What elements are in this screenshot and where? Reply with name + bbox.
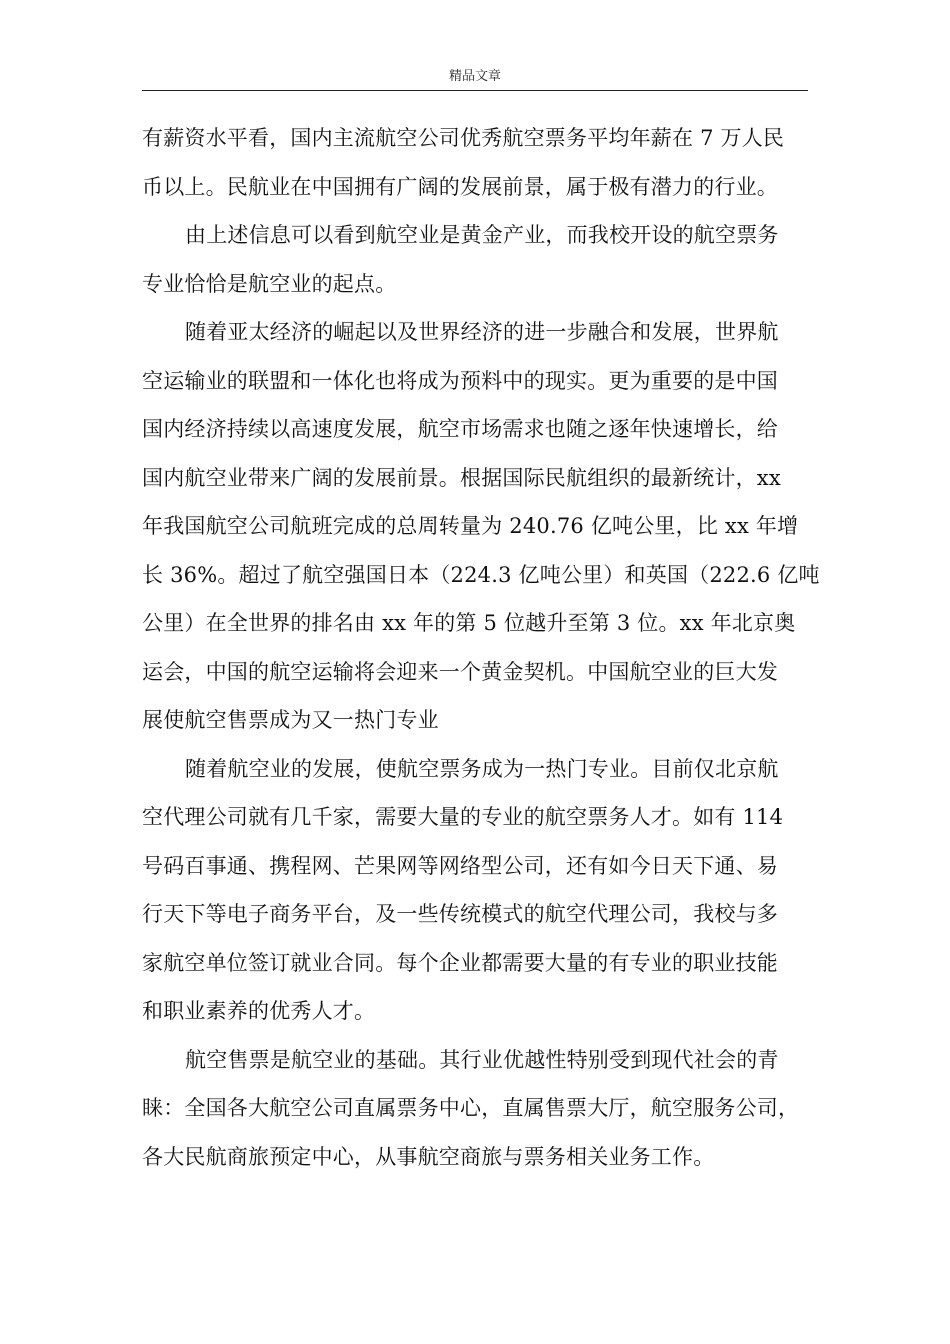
text-line: 号码百事通、携程网、芒果网等网络型公司，还有如今日天下通、易 bbox=[142, 853, 778, 878]
paragraph-2 bbox=[142, 211, 810, 308]
text-line: 运会，中国的航空运输将会迎来一个黄金契机。中国航空业的巨大发 bbox=[142, 659, 778, 684]
text-line: 航空售票是航空业的基础。其行业优越性特别受到现代社会的青 bbox=[185, 1047, 779, 1072]
paragraph-3 bbox=[142, 308, 820, 745]
text-line: 睐：全国各大航空公司直属票务中心，直属售票大厅，航空服务公司， bbox=[142, 1096, 800, 1120]
text-line: 币以上。民航业在中国拥有广阔的发展前景，属于极有潜力的行业。 bbox=[142, 174, 778, 199]
paragraph-1 bbox=[142, 114, 810, 211]
text-line: 专业恰恰是航空业的起点。 bbox=[142, 271, 397, 296]
text-line: 行天下等电子商务平台，及一些传统模式的航空代理公司，我校与多 bbox=[142, 902, 778, 926]
text-line: 随着亚太经济的崛起以及世界经济的进一步融合和发展，世界航 bbox=[185, 320, 779, 344]
text-line: 空代理公司就有几千家，需要大量的专业的航空票务人才。如有 114 bbox=[142, 805, 784, 829]
text-line: 国内经济持续以高速度发展，航空市场需求也随之逐年快速增长，给 bbox=[142, 417, 778, 441]
text-line: 由上述信息可以看到航空业是黄金产业，而我校开设的航空票务 bbox=[185, 223, 779, 247]
text-line: 公里）在全世界的排名由 xx 年的第 5 位越升至第 3 位。xx 年北京奥 bbox=[142, 611, 796, 635]
paragraph-4 bbox=[142, 745, 810, 1036]
text-line: 展使航空售票成为又一热门专业 bbox=[142, 708, 439, 732]
text-line: 有薪资水平看，国内主流航空公司优秀航空票务平均年薪在 7 万人民 bbox=[142, 126, 785, 150]
document-body bbox=[142, 114, 820, 1181]
text-line: 各大民航商旅预定中心，从事航空商旅与票务相关业务工作。 bbox=[142, 1144, 715, 1169]
text-line: 年我国航空公司航班完成的总周转量为 240.76 亿吨公里，比 xx 年增 bbox=[142, 514, 799, 538]
text-line: 随着航空业的发展，使航空票务成为一热门专业。目前仅北京航 bbox=[185, 756, 779, 781]
text-line: 国内航空业带来广阔的发展前景。根据国际民航组织的最新统计，xx bbox=[142, 465, 781, 490]
paragraph-5 bbox=[142, 1036, 810, 1182]
text-line: 长 36%。超过了航空强国日本（224.3 亿吨公里）和英国（222.6 亿吨 bbox=[142, 562, 820, 587]
text-line: 和职业素养的优秀人才。 bbox=[142, 999, 376, 1023]
page-header: 精品文章 bbox=[142, 68, 808, 91]
text-line: 空运输业的联盟和一体化也将成为预料中的现实。更为重要的是中国 bbox=[142, 368, 778, 393]
text-line: 家航空单位签订就业合同。每个企业都需要大量的有专业的职业技能 bbox=[142, 950, 778, 975]
